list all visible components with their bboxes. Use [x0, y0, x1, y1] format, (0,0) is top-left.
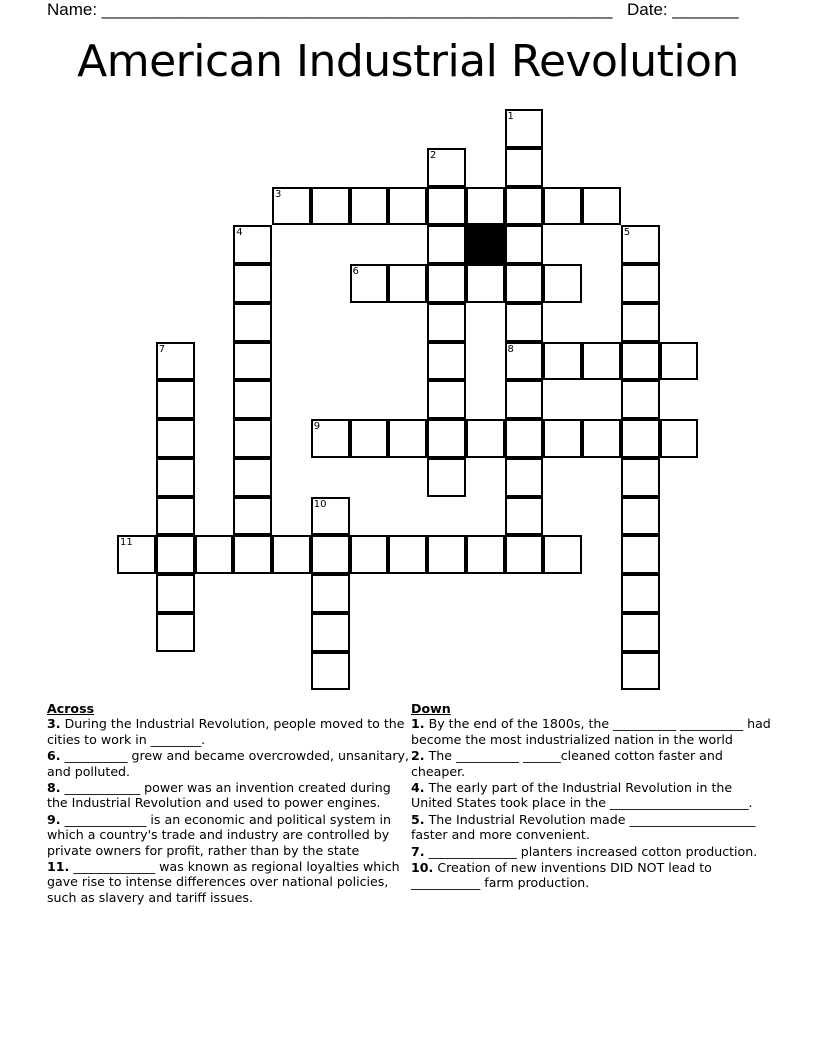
across-clue — [47, 859, 409, 905]
grid-cell[interactable] — [233, 303, 272, 342]
cell-number: 7 — [158, 343, 166, 355]
clue-number: 11. — [47, 859, 70, 875]
grid-cell[interactable] — [156, 535, 195, 574]
grid-cell[interactable] — [427, 264, 466, 303]
grid-cell[interactable] — [350, 187, 389, 226]
grid-cell[interactable] — [388, 264, 427, 303]
grid-cell[interactable] — [621, 225, 660, 264]
grid-cell[interactable] — [543, 187, 582, 226]
grid-cell[interactable] — [505, 148, 544, 187]
grid-cell[interactable] — [543, 264, 582, 303]
name-field[interactable]: Name: ______________________________________________________ — [47, 0, 613, 19]
grid-cell[interactable] — [156, 574, 195, 613]
cell-number: 6 — [352, 266, 359, 277]
clue-text: ____________ power was an invention created during the Industrial Revolution and used to power engines. — [47, 780, 391, 811]
down-clue — [411, 844, 773, 859]
grid-cell[interactable] — [233, 342, 272, 381]
grid-cell[interactable] — [466, 535, 505, 574]
clue-number: 7. — [411, 843, 425, 859]
grid-cell[interactable] — [505, 264, 544, 303]
grid-cell[interactable] — [621, 574, 660, 613]
grid-cell[interactable] — [582, 419, 621, 458]
across-clues — [47, 701, 409, 906]
grid-cell[interactable] — [350, 419, 389, 458]
grid-cell[interactable] — [233, 535, 272, 574]
grid-cell[interactable] — [621, 380, 660, 419]
grid-cell[interactable] — [427, 342, 466, 381]
grid-cell[interactable] — [272, 187, 311, 226]
clue-number: 6. — [47, 748, 61, 764]
cell-number: 1 — [507, 111, 514, 122]
grid-cell[interactable] — [505, 419, 544, 458]
grid-cell[interactable] — [156, 342, 195, 381]
grid-cell[interactable] — [233, 497, 272, 536]
grid-cell[interactable] — [311, 535, 350, 574]
grid-cell[interactable] — [505, 187, 544, 226]
grid-cell[interactable] — [311, 613, 350, 652]
grid-cell[interactable] — [156, 613, 195, 652]
grid-cell[interactable] — [621, 264, 660, 303]
grid-cell[interactable] — [311, 497, 350, 536]
grid-cell[interactable] — [621, 535, 660, 574]
clue-text: The Industrial Revolution made ____________________ faster and more convenient. — [411, 811, 756, 843]
grid-cell[interactable] — [466, 264, 505, 303]
clue-number: 10. — [411, 860, 434, 876]
grid-cell[interactable] — [427, 303, 466, 342]
clue-number: 5. — [411, 811, 425, 827]
crossword-grid — [118, 110, 718, 710]
cell-number: 10 — [313, 498, 327, 510]
grid-cell[interactable] — [505, 109, 544, 148]
cell-number: 9 — [313, 421, 321, 432]
grid-cell[interactable] — [350, 264, 389, 303]
clue-number: 2. — [411, 748, 425, 764]
cell-number: 4 — [236, 227, 243, 239]
grid-cell[interactable] — [505, 458, 544, 497]
grid-cell[interactable] — [311, 419, 350, 458]
grid-cell[interactable] — [156, 380, 195, 419]
clue-text: The early part of the Industrial Revolution in the United States took place in the ______________________. — [411, 780, 753, 811]
grid-cell[interactable] — [621, 652, 660, 691]
grid-cell[interactable] — [233, 380, 272, 419]
across-clue — [47, 748, 409, 779]
cell-number: 3 — [275, 188, 282, 200]
clue-number: 4. — [411, 780, 425, 796]
across-clue — [47, 780, 409, 811]
clue-number: 9. — [47, 811, 61, 827]
clue-text: During the Industrial Revolution, people moved to the cities to work in ________. — [47, 716, 405, 747]
across-clue — [47, 716, 409, 747]
across-heading: Across — [47, 701, 95, 716]
clue-number: 1. — [411, 716, 425, 732]
grid-cell[interactable] — [233, 264, 272, 303]
down-clues — [411, 701, 773, 892]
grid-cell[interactable] — [117, 535, 156, 574]
clue-text: __________ grew and became overcrowded, unsanitary, and polluted. — [47, 748, 409, 779]
grid-cell[interactable] — [350, 535, 389, 574]
clue-text: ______________ planters increased cotton production. — [424, 843, 758, 859]
grid-cell[interactable] — [388, 187, 427, 226]
date-field[interactable]: Date: _______ — [627, 0, 739, 19]
cell-number: 5 — [623, 227, 631, 239]
grid-cell[interactable] — [621, 458, 660, 497]
grid-cell[interactable] — [621, 303, 660, 342]
clue-text: The __________ ______cleaned cotton faster and cheaper. — [411, 748, 723, 779]
grid-cell[interactable] — [621, 342, 660, 381]
clue-text: Creation of new inventions DID NOT lead to ___________ farm production. — [411, 860, 712, 891]
grid-cell[interactable] — [427, 225, 466, 264]
grid-cell[interactable] — [505, 535, 544, 574]
grid-cell[interactable] — [505, 342, 544, 381]
down-clue — [411, 716, 773, 747]
grid-cell[interactable] — [543, 342, 582, 381]
cell-number: 2 — [430, 149, 437, 161]
grid-cell[interactable] — [233, 419, 272, 458]
grid-cell[interactable] — [466, 187, 505, 226]
grid-cell[interactable] — [272, 535, 311, 574]
across-clue — [47, 812, 409, 858]
grid-cell[interactable] — [311, 652, 350, 691]
grid-cell[interactable] — [195, 535, 234, 574]
grid-cell[interactable] — [156, 419, 195, 458]
cell-number: 8 — [507, 343, 514, 355]
page-title: American Industrial Revolution — [77, 36, 739, 87]
grid-cell[interactable] — [660, 419, 699, 458]
grid-cell[interactable] — [582, 187, 621, 226]
cell-number: 11 — [120, 537, 133, 549]
down-clue — [411, 780, 773, 811]
grid-cell[interactable] — [427, 535, 466, 574]
down-clue — [411, 860, 773, 891]
grid-cell[interactable] — [543, 535, 582, 574]
down-clue — [411, 748, 773, 779]
grid-cell[interactable] — [233, 225, 272, 264]
clue-number: 3. — [47, 716, 61, 732]
down-heading: Down — [411, 701, 451, 716]
grid-cell[interactable] — [505, 303, 544, 342]
grid-cell[interactable] — [233, 458, 272, 497]
black-cell — [466, 225, 505, 264]
grid-cell[interactable] — [388, 419, 427, 458]
clue-text: _____________ is an economic and political system in which a country's trade and industry are controlled by private owners for profit, rather than by the state — [47, 811, 391, 858]
grid-cell[interactable] — [505, 225, 544, 264]
grid-cell[interactable] — [543, 419, 582, 458]
down-clue — [411, 812, 773, 843]
grid-cell[interactable] — [466, 419, 505, 458]
grid-cell[interactable] — [621, 419, 660, 458]
clue-text: _____________ was known as regional loyalties which gave rise to intense differences over national policies, such as slavery and tariff issues. — [47, 859, 400, 905]
clue-number: 8. — [47, 780, 61, 796]
grid-cell[interactable] — [311, 574, 350, 613]
grid-cell[interactable] — [156, 497, 195, 536]
grid-cell[interactable] — [427, 458, 466, 497]
grid-cell[interactable] — [582, 342, 621, 381]
grid-cell[interactable] — [427, 148, 466, 187]
clue-text: By the end of the 1800s, the __________ __________ had become the most industrialized nation in the world — [411, 716, 771, 747]
grid-cell[interactable] — [427, 187, 466, 226]
grid-cell[interactable] — [156, 458, 195, 497]
grid-cell[interactable] — [311, 187, 350, 226]
grid-cell[interactable] — [505, 380, 544, 419]
grid-cell[interactable] — [505, 497, 544, 536]
grid-cell[interactable] — [660, 342, 699, 381]
grid-cell[interactable] — [621, 613, 660, 652]
grid-cell[interactable] — [621, 497, 660, 536]
grid-cell[interactable] — [388, 535, 427, 574]
grid-cell[interactable] — [427, 380, 466, 419]
grid-cell[interactable] — [427, 419, 466, 458]
